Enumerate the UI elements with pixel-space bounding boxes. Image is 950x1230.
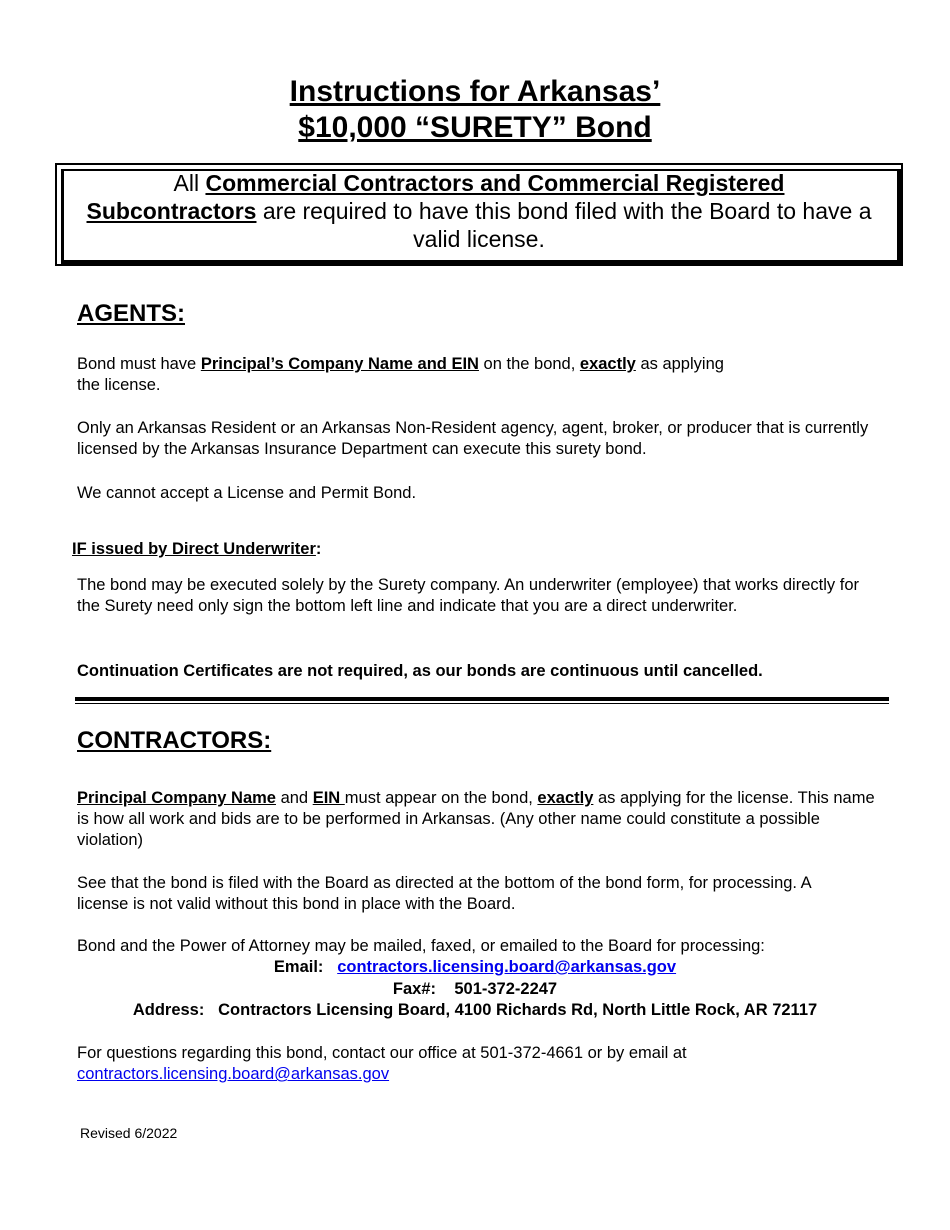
page-title-line-1: Instructions for Arkansas’ bbox=[289, 75, 661, 108]
contractors-paragraph-1 bbox=[77, 788, 889, 851]
email-link[interactable]: contractors.licensing.board@arkansas.gov bbox=[337, 958, 677, 976]
notice-bold-contractors: Commercial Contractors and Commercial Registered bbox=[205, 170, 785, 196]
notice-post: are required to have this bond filed with the Board to have a valid license. bbox=[256, 198, 872, 252]
underwriter-heading-text: IF issued by Direct Underwriter bbox=[72, 540, 316, 558]
agents-paragraph-1 bbox=[77, 354, 897, 396]
contractors-p1-exactly: exactly bbox=[537, 789, 594, 807]
address-text: Contractors Licensing Board, 4100 Richards Rd, North Little Rock, AR 72117 bbox=[218, 1001, 818, 1019]
agents-p1-line2: the license. bbox=[77, 376, 161, 394]
questions-text: For questions regarding this bond, contact our office at 501-372-4661 or by email at bbox=[77, 1044, 687, 1062]
agents-p1-post: as applying bbox=[635, 355, 724, 373]
revised-date: Revised 6/2022 bbox=[80, 1125, 178, 1141]
contractors-p1-and: and bbox=[275, 789, 313, 807]
fax-number: 501-372-2247 bbox=[454, 980, 558, 998]
agents-p1-pre: Bond must have bbox=[77, 355, 201, 373]
contact-address-line bbox=[0, 1000, 950, 1021]
underwriter-paragraph-1: The bond may be executed solely by the Surety company. An underwriter (employee) that works directly for the Surety need only sign the bottom left line and indicate that you are a direct underwriter. bbox=[77, 576, 859, 615]
contractors-p1-company-name: Principal Company Name bbox=[77, 789, 276, 807]
underwriter-heading-colon: : bbox=[315, 540, 322, 558]
underwriter-paragraph-2: Continuation Certificates are not required, as our bonds are continuous until cancelled. bbox=[77, 662, 763, 680]
notice-box bbox=[55, 163, 903, 266]
address-label: Address: bbox=[132, 1001, 205, 1019]
contractors-paragraph-2: See that the bond is filed with the Board as directed at the bottom of the bond form, for processing. A license is not valid without this bond in place with the Board. bbox=[77, 874, 811, 913]
agents-paragraph-3: We cannot accept a License and Permit Bond. bbox=[77, 484, 417, 502]
page-title-line-2: $10,000 “SURETY” Bond bbox=[298, 111, 652, 144]
contractors-paragraph-3: Bond and the Power of Attorney may be mailed, faxed, or emailed to the Board for processing: bbox=[77, 937, 765, 955]
section-divider bbox=[75, 697, 889, 705]
underwriter-heading bbox=[72, 540, 321, 559]
agents-p1-mid: on the bond, bbox=[478, 355, 580, 373]
contractors-p1-mid: must appear on the bond, bbox=[344, 789, 538, 807]
agents-heading: AGENTS: bbox=[77, 300, 185, 327]
agents-paragraph-2: Only an Arkansas Resident or an Arkansas Non-Resident agency, agent, broker, or producer that is currently licensed by the Arkansas Insurance Department can execute this surety bond. bbox=[77, 419, 869, 458]
questions-paragraph bbox=[77, 1043, 897, 1085]
section-divider-thin bbox=[75, 703, 889, 704]
agents-p1-exactly: exactly bbox=[579, 355, 636, 373]
contact-fax-line bbox=[0, 979, 950, 1000]
fax-label: Fax#: bbox=[392, 980, 436, 998]
email-label: Email: bbox=[273, 958, 324, 976]
questions-email-link[interactable]: contractors.licensing.board@arkansas.gov bbox=[77, 1065, 390, 1083]
notice-bold-subcontractors: Subcontractors bbox=[86, 198, 257, 224]
section-divider-thick bbox=[75, 697, 889, 701]
notice-pre: All bbox=[173, 170, 206, 196]
contact-email-line bbox=[0, 957, 950, 978]
agents-p1-company-ein: Principal’s Company Name and EIN bbox=[200, 355, 479, 373]
notice-text bbox=[67, 169, 891, 253]
contractors-p1-post: as applying for the license. This name is how all work and bids are to be performed in Arkansas. (Any other name could constitute a possible violation) bbox=[77, 789, 875, 849]
contractors-p1-ein: EIN bbox=[312, 789, 345, 807]
contractors-heading: CONTRACTORS: bbox=[77, 727, 272, 754]
